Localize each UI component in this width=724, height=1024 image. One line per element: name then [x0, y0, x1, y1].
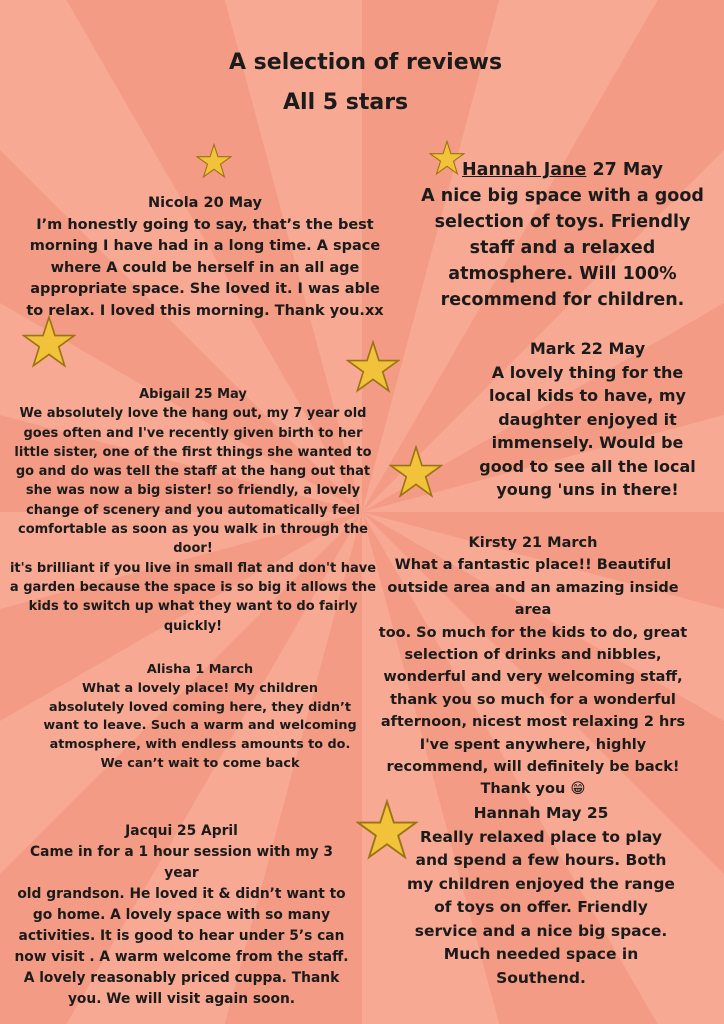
review-alisha — [35, 661, 365, 774]
reviewer-name: Hannah Jane — [461, 160, 587, 180]
review-hannah-jane — [415, 157, 710, 313]
reviewer-name: Kirsty 21 March — [468, 535, 598, 551]
review-text: What a lovely place! My children absolutely loved coming here, they didn’t want to leave. Such a warm and welcoming atmosphere, with endless amounts to do. We can’t wait to come back — [43, 680, 357, 771]
review-text: What a fantastic place!! Beautiful outside area and an amazing inside area too. So much for the kids to do, great selection of drinks and nibbles, wonderful and very welcoming staff, thank you so much for a wonderful afternoon, nicest most relaxing 2 hrs I've spent anywhere, highly recommend, will definitely be back! Thank you 😁 — [378, 557, 688, 798]
review-text: I’m honestly going to say, that’s the best morning I have had in a long time. A space where A could be herself in an all age appropriate space. She loved it. I was able to relax. I loved this morning. Thank you.xx — [26, 216, 384, 319]
review-hannah-may — [400, 802, 682, 990]
review-abigail — [8, 385, 378, 636]
reviewer-name: Hannah May 25 — [473, 804, 609, 822]
page-title: A selection of reviews — [229, 50, 503, 75]
reviewer-name: Abigail 25 May — [139, 387, 247, 402]
review-nicola — [20, 193, 390, 322]
reviewer-name: Alisha 1 March — [146, 662, 254, 677]
review-mark — [470, 337, 705, 502]
reviewer-name: Mark 22 May — [529, 339, 646, 358]
review-text: Really relaxed place to play and spend a few hours. Both my children enjoyed the range of toys on offer. Friendly service and a nice big space. Much needed space in Southend. — [407, 827, 675, 987]
star-icon — [389, 445, 443, 499]
review-jacqui — [14, 821, 349, 1010]
review-text: A nice big space with a good selection of toys. Friendly staff and a relaxed atmosphere. Will 100% recommend for children. — [421, 186, 704, 310]
reviewer-name: Jacqui 25 April — [125, 823, 238, 839]
star-icon — [196, 143, 232, 179]
review-text: A lovely thing for the local kids to have, my daughter enjoyed it immensely. Would be good to see all the local young 'uns in there! — [479, 362, 696, 499]
review-kirsty — [368, 532, 698, 801]
reviewer-heading — [415, 157, 710, 183]
review-text: Came in for a 1 hour session with my 3 year old grandson. He loved it & didn’t want to go home. A lovely space with so many activities. It is good to hear under 5’s can now visit . A warm welcome from the staff. A lovely reasonably priced cuppa. Thank you. We will visit again soon. — [14, 844, 349, 1007]
review-date: 27 May — [586, 160, 664, 180]
reviewer-name: Nicola 20 May — [148, 195, 262, 211]
star-icon — [22, 315, 76, 369]
page-subtitle: All 5 stars — [283, 90, 409, 115]
review-text: We absolutely love the hang out, my 7 year old goes often and I've recently given birth to her little sister, one of the first things she wanted to go and do was tell the staff at the hang out that she was now a big sister! so friendly, a lovely change of scenery and you automatically feel comfortable as soon as you walk in through the door! it's brilliant if you live in small flat and don't have a garden because the space is so big it allows the kids to switch up what they want to do fairly quickly! — [9, 406, 377, 634]
